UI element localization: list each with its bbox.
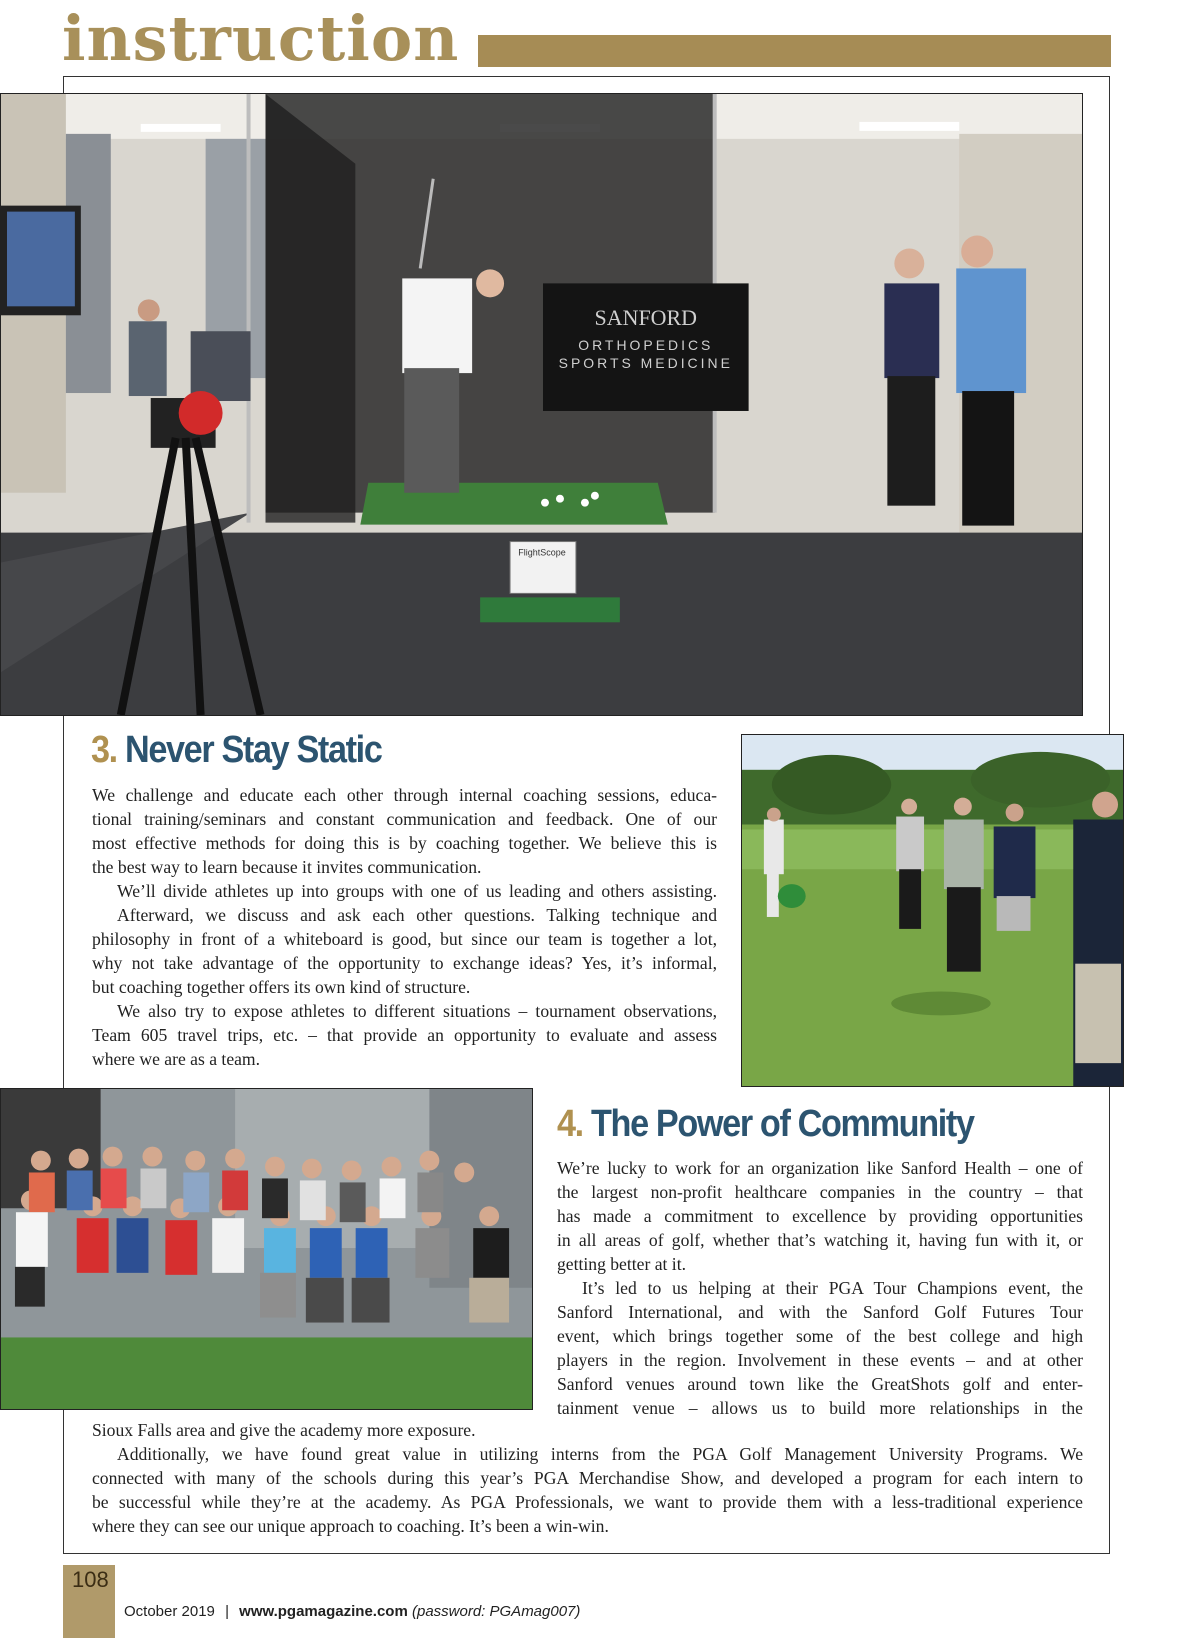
body-line: Additionally, we have found great value in utilizing interns from the PGA Golf Management University Programs. We bbox=[117, 1444, 1083, 1464]
section-4-number: 4. bbox=[557, 1103, 583, 1145]
body-line: connected with many of the schools during this year’s PGA Merchandise Show, and developed a program for each intern to bbox=[92, 1468, 1083, 1488]
footer-line bbox=[124, 1603, 580, 1620]
launch-monitor-sign: FlightScope bbox=[518, 547, 566, 558]
password-note: (password: PGAmag007) bbox=[411, 1603, 581, 1620]
body-line: why not take advantage of the opportunity to exchange ideas? Yes, it’s informal, bbox=[92, 953, 717, 973]
body-line: We’ll divide athletes up into groups with one of us leading and others assisting. bbox=[117, 881, 717, 901]
section-3-body bbox=[92, 783, 717, 1071]
body-line: We also try to expose athletes to different situations – tournament observations, bbox=[117, 1001, 717, 1021]
section-3-heading bbox=[91, 728, 381, 772]
body-line: We challenge and educate each other through internal coaching sessions, educa- bbox=[92, 785, 717, 805]
body-line: Sanford International, and with the Sanford Golf Futures Tour bbox=[557, 1302, 1083, 1322]
body-line: where they can see our unique approach to coaching. It’s been a win-win. bbox=[92, 1516, 609, 1536]
body-line: It’s led to us helping at their PGA Tour Champions event, the bbox=[582, 1278, 1083, 1298]
photo-junior-group bbox=[0, 1088, 533, 1410]
body-line: Sioux Falls area and give the academy more exposure. bbox=[92, 1420, 476, 1440]
body-line: be successful while they’re at the academy. As PGA Professionals, we want to provide them with a less-traditional experience bbox=[92, 1492, 1083, 1512]
section-4-body-full bbox=[92, 1418, 1083, 1538]
body-line: philosophy in front of a whiteboard is good, but since our team is together a lot, bbox=[92, 929, 717, 949]
body-line: most effective methods for doing this is by coaching together. We believe this is bbox=[92, 833, 717, 853]
section-4-title: The Power of Community bbox=[590, 1103, 974, 1145]
body-line: We’re lucky to work for an organization like Sanford Health – one of bbox=[557, 1158, 1083, 1178]
body-line: Sanford venues around town like the GreatShots golf and enter- bbox=[557, 1374, 1083, 1394]
body-line: but coaching together offers its own kind of structure. bbox=[92, 977, 471, 997]
body-line: players in the region. Involvement in these events – and at other bbox=[557, 1350, 1083, 1370]
photo-indoor-hitting-bay bbox=[0, 93, 1083, 716]
section-4-heading bbox=[557, 1102, 974, 1146]
banner-line-2: ORTHOPEDICS bbox=[578, 337, 714, 354]
body-line: event, which brings together some of the best college and high bbox=[557, 1326, 1083, 1346]
body-line: has made a commitment to excellence by providing opportunities bbox=[557, 1206, 1083, 1226]
photo-outdoor-coaching bbox=[741, 734, 1124, 1087]
banner-line-3: SPORTS MEDICINE bbox=[558, 355, 733, 372]
page-number: 108 bbox=[72, 1567, 109, 1592]
body-line: tainment venue – allows us to build more relationships in the bbox=[557, 1398, 1083, 1418]
section-4-body-column bbox=[557, 1156, 1083, 1420]
section-header-word: instruction bbox=[62, 2, 460, 75]
body-line: Afterward, we discuss and ask each other questions. Talking technique and bbox=[117, 905, 717, 925]
body-line: getting better at it. bbox=[557, 1254, 686, 1274]
website-link[interactable]: www.pgamagazine.com bbox=[239, 1603, 408, 1620]
section-3-number: 3. bbox=[91, 729, 117, 771]
body-line: the best way to learn because it invites communication. bbox=[92, 857, 482, 877]
body-line: Team 605 travel trips, etc. – that provide an opportunity to evaluate and assess bbox=[92, 1025, 717, 1045]
body-line: the largest non-profit healthcare companies in the country – that bbox=[557, 1182, 1083, 1202]
body-line: tional training/seminars and constant communication and feedback. One of our bbox=[92, 809, 717, 829]
footer-separator: | bbox=[225, 1603, 229, 1620]
body-line: in all areas of golf, whether that’s watching it, having fun with it, or bbox=[557, 1230, 1083, 1250]
banner-line-1: SANFORD bbox=[594, 305, 698, 331]
section-3-title: Never Stay Static bbox=[124, 729, 382, 771]
body-line: where we are as a team. bbox=[92, 1049, 261, 1069]
header-bar bbox=[478, 35, 1111, 67]
issue-date: October 2019 bbox=[124, 1603, 215, 1620]
